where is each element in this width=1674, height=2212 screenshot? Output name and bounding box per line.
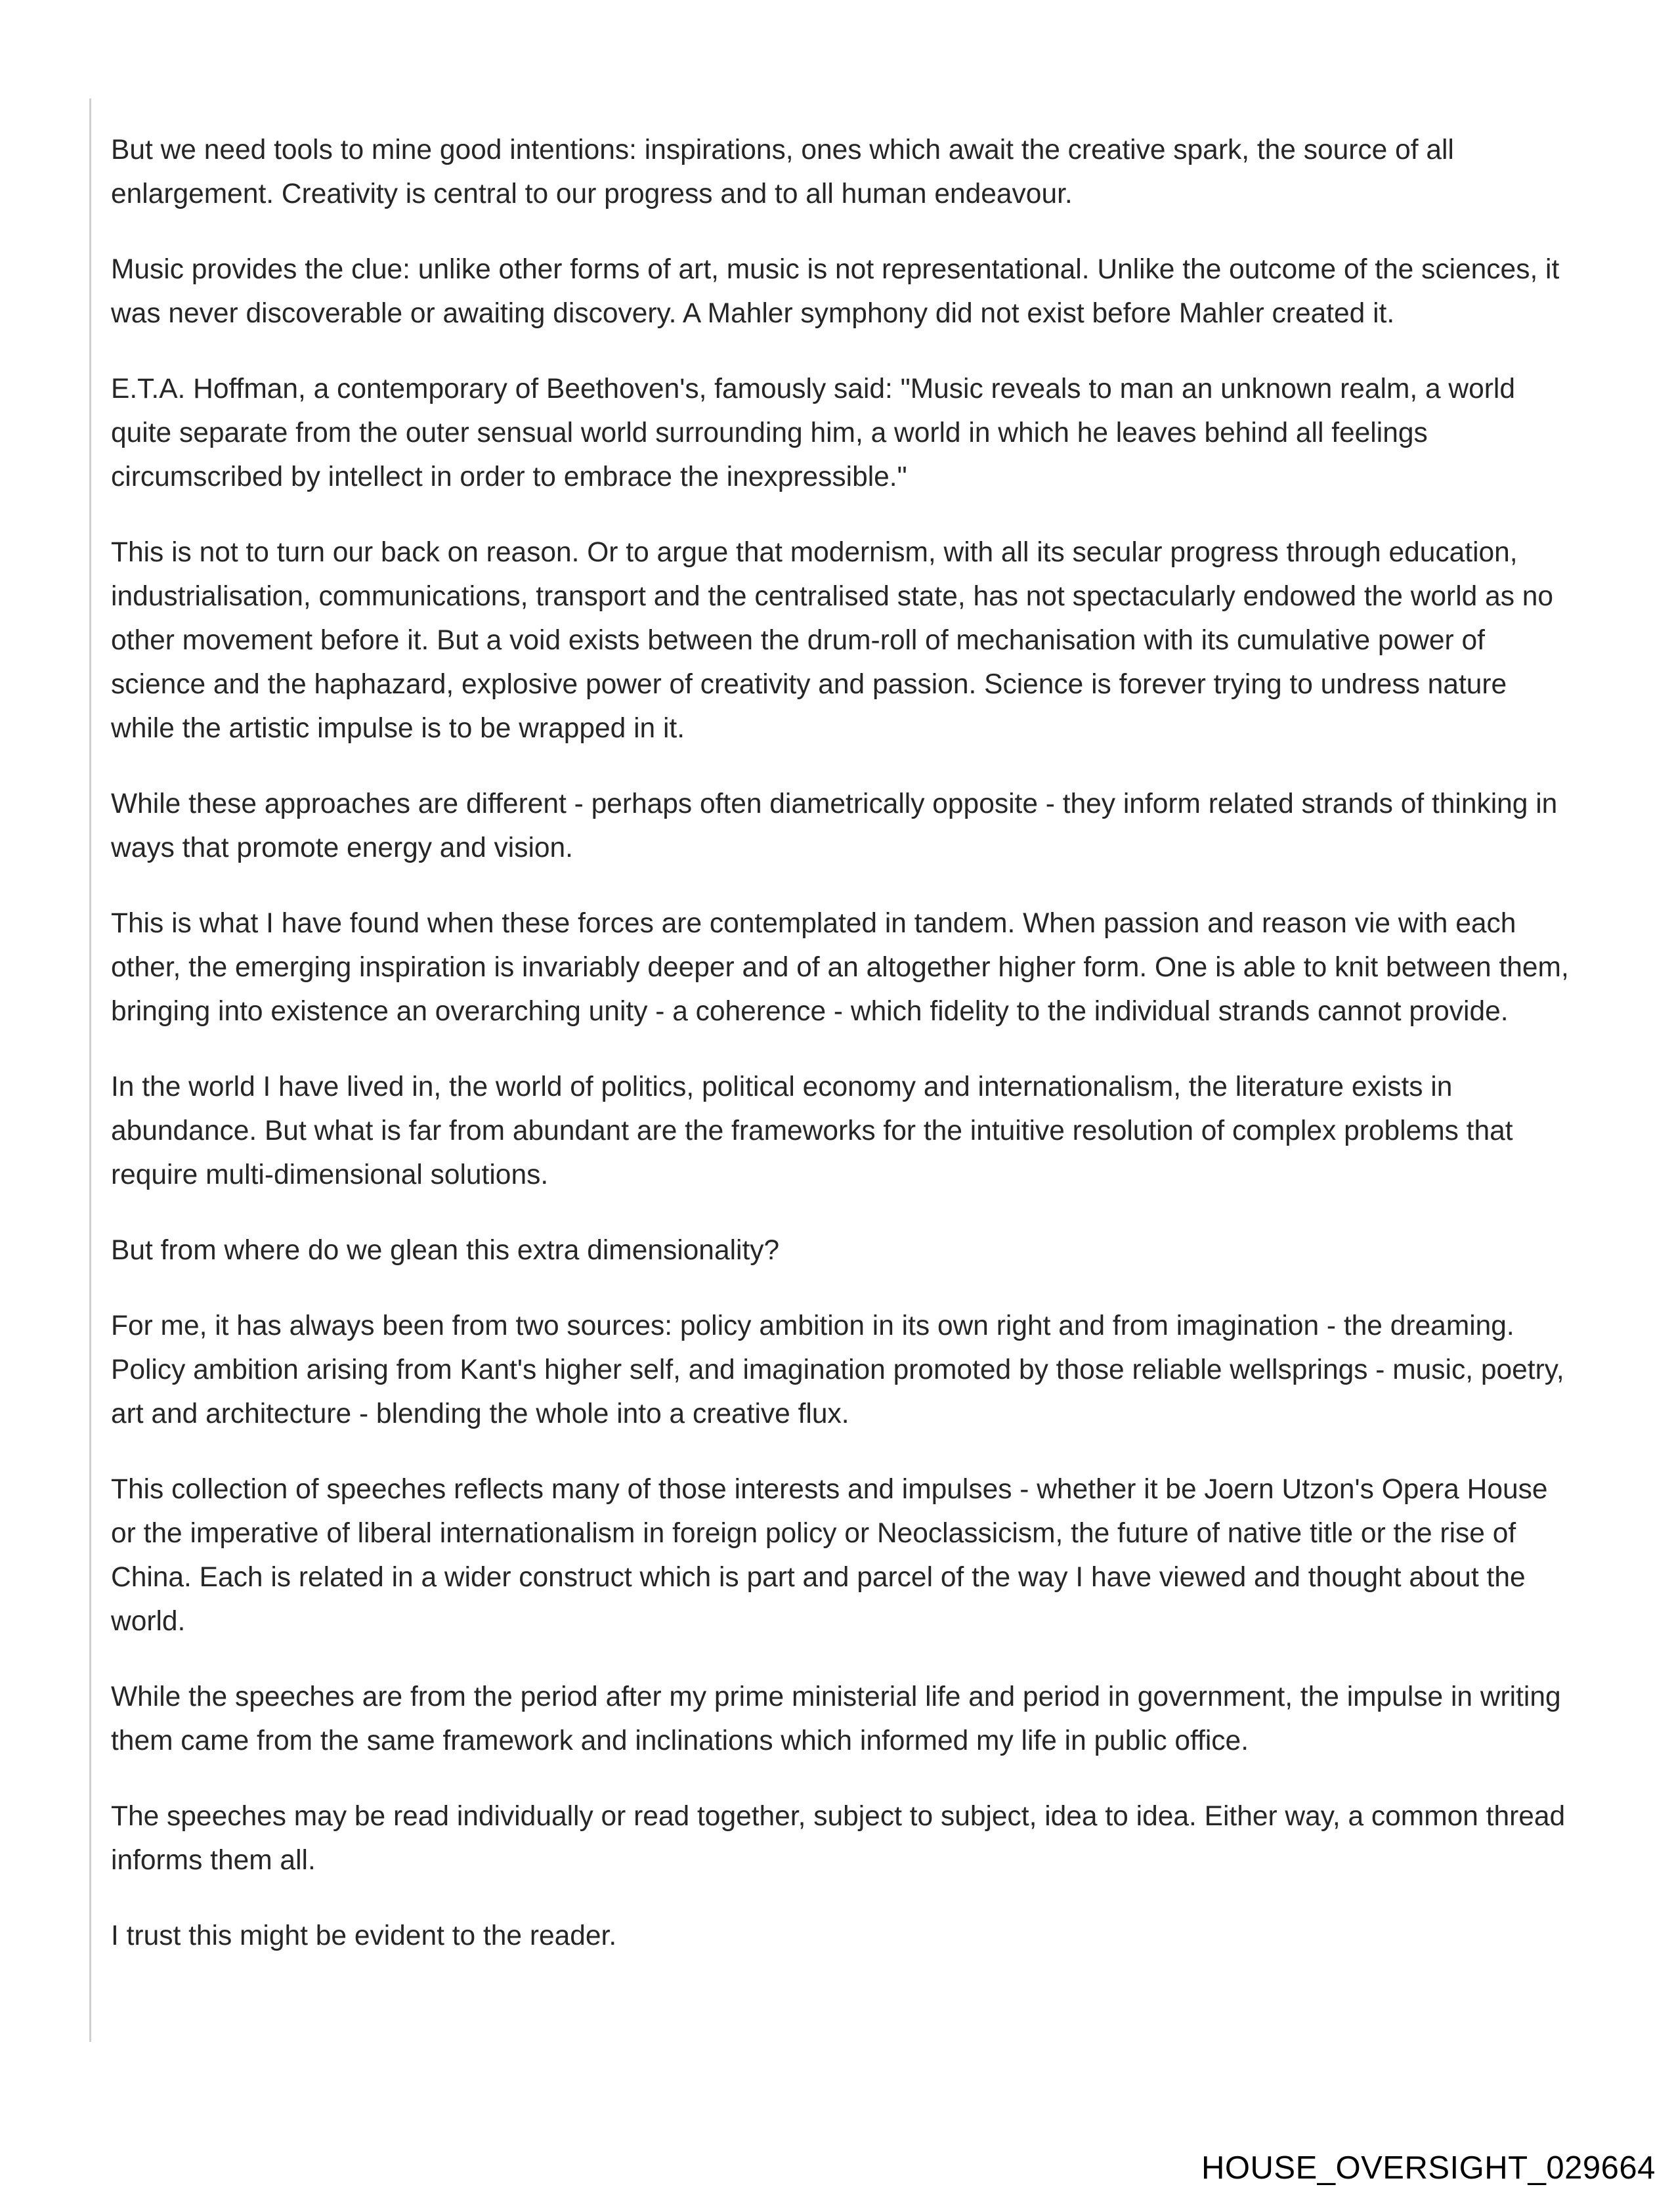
document-body	[111, 128, 1572, 1989]
paragraph-12: The speeches may be read individually or read together, subject to subject, idea to idea. Either way, a common thread informs them all.	[111, 1801, 1566, 1876]
paragraph-1: But we need tools to mine good intentions: inspirations, ones which await the creative spark, the source of all enlargement. Creativity is central to our progress and to all human endeavour.	[111, 135, 1454, 209]
paragraph-6: This is what I have found when these forces are contemplated in tandem. When passion and reason vie with each other, the emerging inspiration is invariably deeper and of an altogether higher form. One is able to knit between them, bringing into existence an overarching unity - a coherence - which fidelity to the individual strands cannot provide.	[111, 908, 1569, 1027]
paragraph-11: While the speeches are from the period after my prime ministerial life and period in government, the impulse in writing them came from the same framework and inclinations which informed my life in public office.	[111, 1681, 1561, 1756]
document-id-stamp: HOUSE_OVERSIGHT_029664	[1201, 2150, 1656, 2186]
paragraph-4: This is not to turn our back on reason. Or to argue that modernism, with all its secular progress through education, industrialisation, communications, transport and the centralised state, has not spectacularly endowed the world as no other movement before it. But a void exists between the drum-roll of mechanisation with its cumulative power of science and the haphazard, explosive power of creativity and passion. Science is forever trying to undress nature while the artistic impulse is to be wrapped in it.	[111, 537, 1554, 744]
paragraph-10: This collection of speeches reflects many of those interests and impulses - whether it be Joern Utzon's Opera House or the imperative of liberal internationalism in foreign policy or Neoclassicism, the future of native title or the rise of China. Each is related in a wider construct which is part and parcel of the way I have viewed and thought about the world.	[111, 1474, 1548, 1637]
paragraph-13: I trust this might be evident to the reader.	[111, 1920, 617, 1951]
paragraph-3: E.T.A. Hoffman, a contemporary of Beethoven's, famously said: "Music reveals to man an unknown realm, a world quite separate from the outer sensual world surrounding him, a world in which he leaves behind all feelings circumscribed by intellect in order to embrace the inexpressible."	[111, 374, 1515, 492]
left-margin-rule	[89, 98, 91, 2042]
paragraph-9: For me, it has always been from two sources: policy ambition in its own right and from imagination - the dreaming. Policy ambition arising from Kant's higher self, and imagination promoted by those reliable wellsprings - music, poetry, art and architecture - blending the whole into a creative flux.	[111, 1311, 1564, 1429]
paragraph-5: While these approaches are different - perhaps often diametrically opposite - they inform related strands of thinking in ways that promote energy and vision.	[111, 789, 1558, 863]
paragraph-8: But from where do we glean this extra dimensionality?	[111, 1235, 780, 1266]
paragraph-7: In the world I have lived in, the world of politics, political economy and internationalism, the literature exists in abundance. But what is far from abundant are the frameworks for the intuitive resolution of complex problems that require multi-dimensional solutions.	[111, 1072, 1513, 1190]
paragraph-2: Music provides the clue: unlike other forms of art, music is not representational. Unlike the outcome of the sciences, it was never discoverable or awaiting discovery. A Mahler symphony did not exist before Mahler created it.	[111, 254, 1560, 329]
